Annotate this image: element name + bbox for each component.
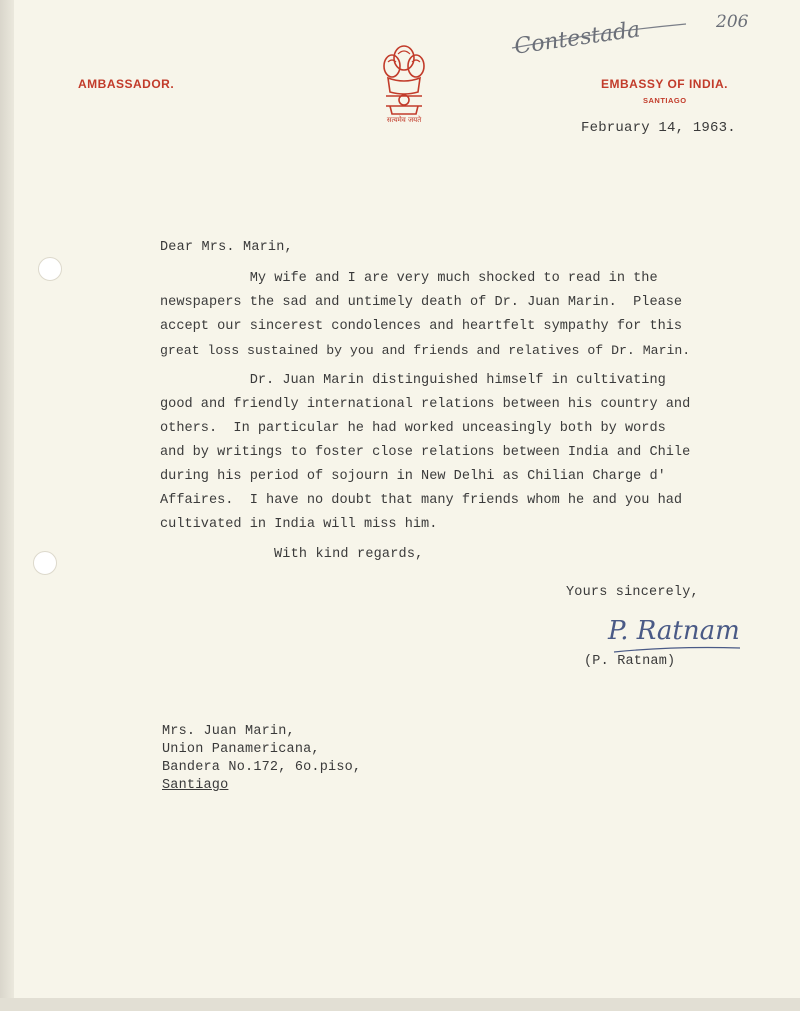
- recipient-line: Mrs. Juan Marin,: [162, 724, 295, 739]
- body-line: My wife and I are very much shocked to read in the: [160, 271, 658, 286]
- body-line: newspapers the sad and untimely death of Dr. Juan Marin. Please: [160, 295, 683, 310]
- embassy-city: SANTIAGO: [643, 96, 687, 105]
- body-line: good and friendly international relations between his country and: [160, 397, 691, 412]
- signature-text: P. Ratnam: [608, 616, 740, 646]
- closing: Yours sincerely,: [566, 585, 699, 600]
- punch-hole-bottom: [33, 551, 57, 575]
- letter-date: February 14, 1963.: [581, 120, 736, 136]
- handwritten-note: [510, 18, 690, 60]
- state-emblem: [378, 40, 430, 130]
- signatory-name: (P. Ratnam): [584, 654, 676, 669]
- salutation: Dear Mrs. Marin,: [160, 240, 293, 255]
- body-line: Dr. Juan Marin distinguished himself in cultivating: [160, 373, 666, 388]
- recipient-line: Union Panamericana,: [162, 742, 320, 757]
- body-line: great loss sustained by you and friends and relatives of Dr. Marin.: [160, 343, 691, 358]
- body-line: during his period of sojourn in New Delhi as Chilian Charge d': [160, 469, 666, 484]
- signature: [604, 612, 754, 660]
- signature-flourish-icon: [604, 612, 754, 660]
- body-line: Affaires. I have no doubt that many friends whom he and you had: [160, 493, 683, 508]
- regards: With kind regards,: [274, 547, 424, 562]
- punch-hole-top: [38, 257, 62, 281]
- recipient-line: Bandera No.172, 6o.piso,: [162, 760, 362, 775]
- recipient-city: Santiago: [162, 778, 229, 793]
- scan-bottom-edge: [0, 998, 800, 1011]
- body-line: accept our sincerest condolences and heartfelt sympathy for this: [160, 319, 683, 334]
- handwritten-note-text: Contestada: [512, 17, 642, 60]
- ambassador-title: AMBASSADOR.: [78, 77, 175, 91]
- body-line: cultivated in India will miss him.: [160, 517, 438, 532]
- emblem-motto: सत्यमेव जयते: [386, 116, 422, 124]
- handwritten-page-number: 206: [716, 12, 749, 32]
- embassy-name: EMBASSY OF INDIA.: [601, 77, 728, 91]
- scan-left-edge: [0, 0, 14, 1011]
- body-line: others. In particular he had worked unceasingly both by words: [160, 421, 666, 436]
- body-line: and by writings to foster close relations between India and Chile: [160, 445, 691, 460]
